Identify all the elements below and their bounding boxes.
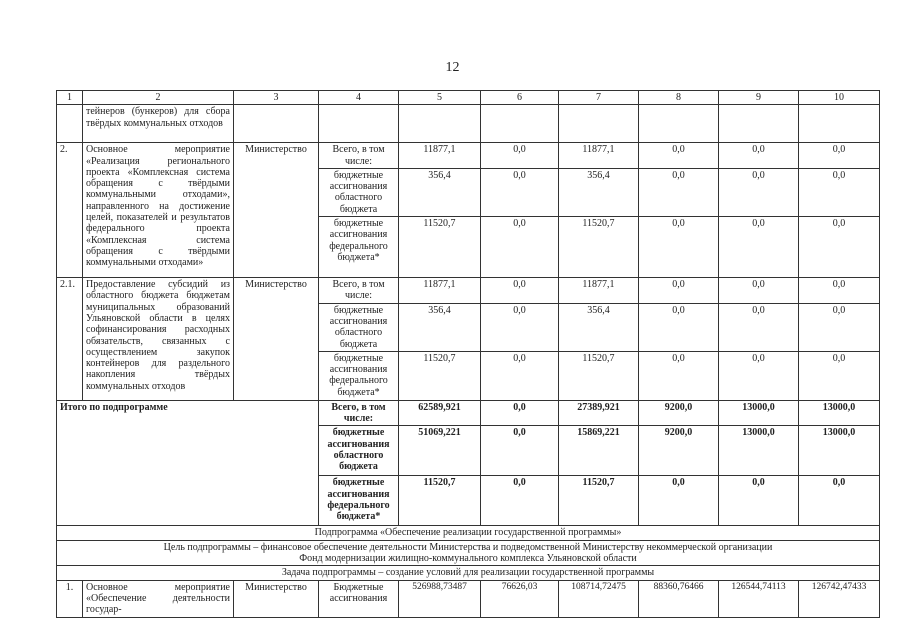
value-cell: 356,4	[559, 303, 639, 351]
subprogram-task: Задача подпрограммы – создание условий для реализации государственной программы	[57, 566, 880, 580]
value-cell: 11877,1	[559, 278, 639, 304]
funding-label: Всего, в том числе:	[319, 400, 399, 426]
subprogram-title: Подпрограмма «Обеспечение реализации государственной программы»	[57, 526, 880, 540]
value-cell: 13000,0	[719, 426, 799, 476]
funding-label: бюджетные ассигнования федерального бюджета*	[319, 217, 399, 278]
value-cell: 0,0	[639, 476, 719, 526]
value-cell: 0,0	[639, 217, 719, 278]
header-cell: 5	[399, 91, 481, 105]
funding-label: Всего, в том числе:	[319, 278, 399, 304]
value-cell: 0,0	[719, 303, 799, 351]
value-cell: 0,0	[481, 278, 559, 304]
value-cell: 13000,0	[799, 426, 880, 476]
header-cell: 4	[319, 91, 399, 105]
value-cell: 0,0	[719, 351, 799, 400]
value-cell: 356,4	[559, 168, 639, 216]
value-cell: 11520,7	[399, 351, 481, 400]
value-cell: 0,0	[799, 168, 880, 216]
value-cell: 9200,0	[639, 426, 719, 476]
value-cell: 15869,221	[559, 426, 639, 476]
value-cell: 88360,76466	[639, 580, 719, 617]
header-cell: 9	[719, 91, 799, 105]
value-cell: 11520,7	[559, 351, 639, 400]
goal-line: Фонд модернизации жилищно-коммунального комплекса Ульяновской области	[299, 553, 637, 565]
table-row	[57, 105, 880, 143]
measure-desc: Основное мероприятие «Обеспечение деятельности государ-	[83, 580, 234, 617]
value-cell: 0,0	[719, 476, 799, 526]
value-cell: 0,0	[639, 303, 719, 351]
measure-desc: Основное мероприятие «Реализация регионального проекта «Комплексная система обращения с твёрдыми коммунальными отходами», направленного на достижение целей, показателей и результатов федерального проекта «Комплексная система обращения с твёрдыми коммунальными отходами»	[83, 143, 234, 278]
measure-desc: тейнеров (бункеров) для сбора твёрдых коммунальных отходов	[83, 105, 234, 143]
value-cell: 0,0	[481, 168, 559, 216]
value-cell: 0,0	[639, 168, 719, 216]
value-cell: 0,0	[799, 217, 880, 278]
value-cell: 0,0	[639, 351, 719, 400]
value-cell: 0,0	[639, 278, 719, 304]
value-cell: 126544,74113	[719, 580, 799, 617]
subprogram-goal	[57, 540, 880, 566]
executor: Министерство	[234, 143, 319, 278]
value-cell: 356,4	[399, 303, 481, 351]
funding-label: бюджетные ассигнования федерального бюджета*	[319, 351, 399, 400]
value-cell: 0,0	[481, 400, 559, 426]
value-cell: 11520,7	[399, 476, 481, 526]
value-cell: 13000,0	[799, 400, 880, 426]
value-cell: 108714,72475	[559, 580, 639, 617]
funding-label: Бюджетные ассигнования	[319, 580, 399, 617]
value-cell: 51069,221	[399, 426, 481, 476]
section-row	[57, 566, 880, 580]
funding-label: бюджетные ассигнования областного бюджета	[319, 168, 399, 216]
value-cell: 27389,921	[559, 400, 639, 426]
row-number: 2.1.	[57, 278, 83, 401]
value-cell: 9200,0	[639, 400, 719, 426]
value-cell: 0,0	[481, 476, 559, 526]
header-cell: 8	[639, 91, 719, 105]
header-row	[57, 91, 880, 105]
value-cell: 356,4	[399, 168, 481, 216]
row-number: 2.	[57, 143, 83, 278]
funding-label: бюджетные ассигнования областного бюджета	[319, 303, 399, 351]
value-cell: 11520,7	[399, 217, 481, 278]
table-row	[57, 400, 880, 426]
value-cell: 76626,03	[481, 580, 559, 617]
value-cell: 11520,7	[559, 476, 639, 526]
value-cell: 11520,7	[559, 217, 639, 278]
executor: Министерство	[234, 278, 319, 401]
value-cell: 13000,0	[719, 400, 799, 426]
goal-line: Цель подпрограммы – финансовое обеспечение деятельности Министерства и подведомственной Министерству некоммерческой организации	[163, 541, 773, 553]
value-cell: 62589,921	[399, 400, 481, 426]
value-cell: 0,0	[639, 143, 719, 169]
value-cell: 11877,1	[399, 278, 481, 304]
table-row	[57, 278, 880, 304]
value-cell: 0,0	[481, 426, 559, 476]
executor: Министерство	[234, 580, 319, 617]
value-cell: 0,0	[481, 303, 559, 351]
header-cell: 3	[234, 91, 319, 105]
value-cell: 0,0	[719, 143, 799, 169]
value-cell: 0,0	[799, 351, 880, 400]
value-cell: 0,0	[799, 278, 880, 304]
value-cell: 0,0	[481, 351, 559, 400]
total-label: Итого по подпрограмме	[57, 400, 319, 526]
table-row	[57, 143, 880, 169]
funding-label: бюджетные ассигнования федерального бюджета*	[319, 476, 399, 526]
header-cell: 7	[559, 91, 639, 105]
value-cell: 0,0	[799, 143, 880, 169]
value-cell: 526988,73487	[399, 580, 481, 617]
measure-desc: Предоставление субсидий из областного бюджета бюджетам муниципальных образований Ульяновской области в целях софинансирования расходных обязательств, связанных с осуществлением закупок контейнеров для раздельного накопления твёрдых коммунальных отходов	[83, 278, 234, 401]
value-cell: 0,0	[799, 303, 880, 351]
value-cell: 0,0	[481, 143, 559, 169]
funding-label: Всего, в том числе:	[319, 143, 399, 169]
value-cell: 11877,1	[399, 143, 481, 169]
value-cell: 0,0	[481, 217, 559, 278]
value-cell: 0,0	[799, 476, 880, 526]
header-cell: 2	[83, 91, 234, 105]
page-number: 12	[445, 60, 460, 75]
budget-table	[56, 90, 880, 618]
value-cell: 126742,47433	[799, 580, 880, 617]
section-row	[57, 526, 880, 540]
header-cell: 6	[481, 91, 559, 105]
value-cell: 0,0	[719, 168, 799, 216]
row-number: 1.	[57, 580, 83, 617]
section-row	[57, 540, 880, 566]
header-cell: 1	[57, 91, 83, 105]
value-cell: 0,0	[719, 217, 799, 278]
value-cell: 11877,1	[559, 143, 639, 169]
value-cell: 0,0	[719, 278, 799, 304]
funding-label: бюджетные ассигнования областного бюджета	[319, 426, 399, 476]
header-cell: 10	[799, 91, 880, 105]
table-row	[57, 580, 880, 617]
